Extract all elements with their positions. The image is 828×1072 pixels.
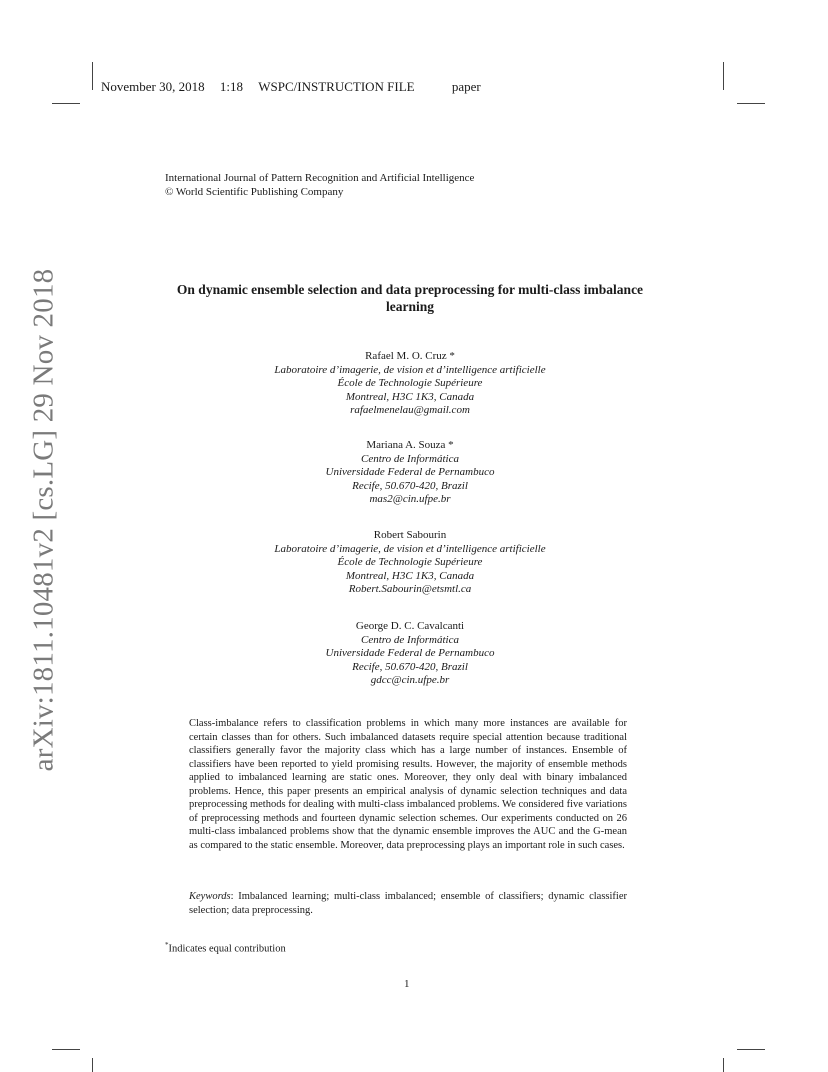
author-block: [200, 350, 620, 418]
keywords-text: : Imbalanced learning; multi-class imbalanced; ensemble of classifiers; dynamic classifier selection; data preprocessing.: [189, 891, 627, 916]
author-affiliation-line: Recife, 50.670-420, Brazil: [352, 660, 468, 673]
author-email: gdcc@cin.ufpe.br: [370, 674, 450, 686]
journal-info: [165, 171, 474, 199]
author-affiliation-line: École de Technologie Supérieure: [337, 377, 483, 389]
arxiv-stamp: arXiv:1811.10481v2 [cs.LG] 29 Nov 2018: [27, 268, 60, 772]
footnote: [165, 941, 286, 955]
abstract: Class-imbalance refers to classification problems in which many more instances are available for certain classes than for others. Such imbalanced datasets require special attention because traditional classifiers generally favor the majority class which has a large number of instances. Ensemble of classifiers have been reported to yield promising results. However, the majority of ensemble methods applied to imbalanced learning are static ones. Moreover, they only deal with binary imbalanced problems. Hence, this paper presents an empirical analysis of dynamic selection techniques and data preprocessing methods for dealing with multi-class imbalanced problems. We considered five variations of preprocessing methods and fourteen dynamic selection schemes. Our experiments conducted on 26 multi-class imbalanced problems show that the dynamic ensemble improves the AUC and the G-mean as compared to the static ensemble. Moreover, data preprocessing plays an important role in such cases.: [189, 718, 627, 851]
paper-title: On dynamic ensemble selection and data preprocessing for multi-class imbalance learning: [176, 282, 644, 314]
author-affiliation-line: Montreal, H3C 1K3, Canada: [345, 390, 475, 403]
author-block: [200, 529, 620, 597]
crop-mark: [92, 62, 93, 90]
author-affiliation-line: Universidade Federal de Pernambuco: [325, 466, 495, 478]
author-affiliation-line: Centro de Informática: [361, 452, 459, 465]
footnote-mark: *: [165, 941, 169, 949]
author-email: mas2@cin.ufpe.br: [369, 493, 451, 505]
crop-mark: [52, 1049, 80, 1050]
author-name: Robert Sabourin: [373, 529, 447, 541]
header-name: paper: [451, 79, 481, 94]
author-affiliation-line: École de Technologie Supérieure: [337, 556, 483, 568]
author-name: George D. C. Cavalcanti: [355, 620, 465, 632]
author-affiliation-line: Universidade Federal de Pernambuco: [325, 647, 495, 659]
footnote-text: Indicates equal contribution: [168, 943, 286, 955]
crop-mark: [723, 1058, 724, 1072]
author-name: Mariana A. Souza *: [366, 439, 454, 451]
crop-mark: [92, 1058, 93, 1072]
author-email: rafaelmenelau@gmail.com: [350, 404, 470, 416]
author-block: [200, 620, 620, 688]
keywords-label: Keywords: [189, 891, 231, 902]
author-affiliation-line: Laboratoire d’imagerie, de vision et d’intelligence artificielle: [274, 363, 546, 376]
author-name: Rafael M. O. Cruz *: [365, 350, 455, 362]
running-header: [101, 79, 481, 95]
author-affiliation-line: Laboratoire d’imagerie, de vision et d’intelligence artificielle: [274, 542, 546, 555]
header-time: 1:18: [219, 79, 243, 94]
keywords: [189, 890, 627, 917]
crop-mark: [737, 103, 765, 104]
header-file: WSPC/INSTRUCTION FILE: [258, 79, 415, 94]
crop-mark: [723, 62, 724, 90]
page-number: 1: [404, 978, 410, 990]
author-affiliation-line: Recife, 50.670-420, Brazil: [352, 479, 468, 492]
header-date: November 30, 2018: [101, 79, 205, 94]
author-affiliation-line: Montreal, H3C 1K3, Canada: [345, 569, 475, 582]
crop-mark: [52, 103, 80, 104]
author-email: Robert.Sabourin@etsmtl.ca: [348, 583, 472, 595]
author-affiliation-line: Centro de Informática: [361, 633, 459, 646]
author-block: [200, 439, 620, 507]
journal-name: International Journal of Pattern Recognition and Artificial Intelligence: [165, 172, 475, 184]
journal-copyright: © World Scientific Publishing Company: [165, 186, 344, 198]
crop-mark: [737, 1049, 765, 1050]
